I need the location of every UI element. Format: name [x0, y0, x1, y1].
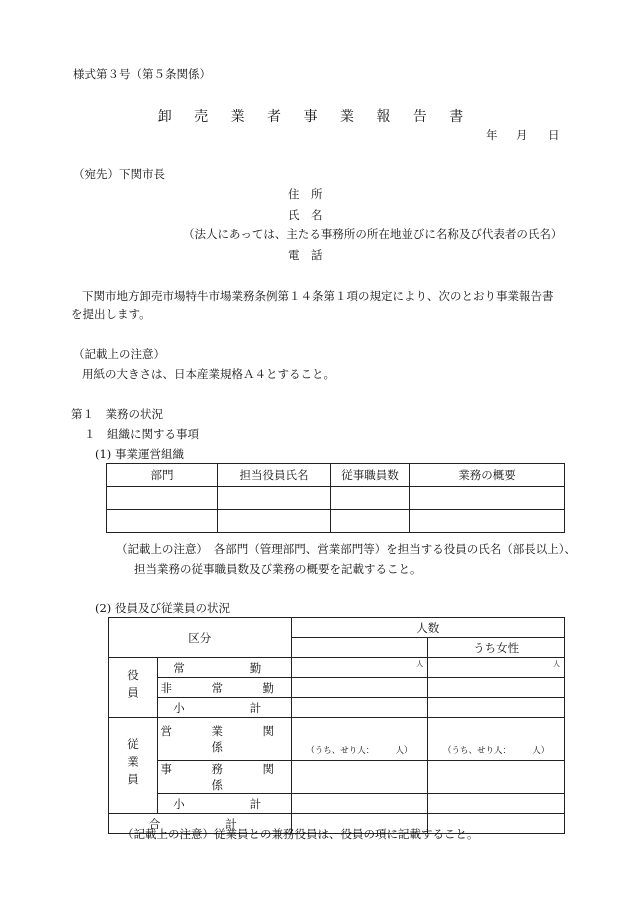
- subsection-operation-org: (1) 事業運営組織: [95, 447, 184, 461]
- business-summary-cell[interactable]: [410, 510, 565, 533]
- subsection-staff-status: (2) 役員及び従業員の状況: [95, 601, 230, 615]
- table-row: [109, 718, 565, 761]
- document-title: 卸 売 業 者 事 業 報 告 書: [157, 109, 473, 125]
- header-business-summary: 業務の概要: [410, 464, 565, 487]
- table-row: [109, 698, 565, 718]
- table-row: [107, 510, 565, 533]
- business-summary-cell[interactable]: [410, 487, 565, 510]
- department-cell[interactable]: [107, 510, 218, 533]
- address-label: 住 所: [288, 187, 323, 201]
- label-sales: 営 業 関 係: [158, 718, 292, 761]
- intro-text-line1: 下関市地方卸売市場特牛市場業務条例第１４条第１項の規定により、次のとおり事業報告書: [82, 289, 554, 303]
- corporation-note: （法人にあっては、主たる事務所の所在地並びに名称及び代表者の氏名）: [183, 227, 563, 241]
- parttime-women-count[interactable]: [428, 678, 565, 698]
- phone-label: 電 話: [288, 248, 323, 262]
- table-row: [109, 658, 565, 678]
- officer-name-cell[interactable]: [218, 487, 331, 510]
- table-row: [107, 487, 565, 510]
- empty-cell: [291, 638, 428, 658]
- label-employee-subtotal: 小 計: [158, 794, 292, 814]
- label-fulltime: 常 勤: [158, 658, 292, 678]
- officer-subtotal-women-count[interactable]: [428, 698, 565, 718]
- header-officer-name: 担当役員氏名: [218, 464, 331, 487]
- sales-women-count[interactable]: （うち、せり人： 人）: [428, 718, 565, 761]
- date-month: 月: [516, 128, 528, 142]
- label-officer-subtotal: 小 計: [158, 698, 292, 718]
- sales-count[interactable]: （うち、せり人： 人）: [291, 718, 428, 761]
- addressee: （宛先）下関市長: [73, 167, 165, 181]
- staff-count-cell[interactable]: [331, 487, 410, 510]
- fulltime-women-count[interactable]: 人: [428, 658, 565, 678]
- department-cell[interactable]: [107, 487, 218, 510]
- table1-note-line1: （記載上の注意） 各部門（管理部門、営業部門等）を担当する役員の氏名（部長以上）、: [116, 542, 576, 556]
- header-ninzu: 人数: [291, 618, 564, 638]
- label-total: 合 計: [109, 814, 292, 834]
- label-parttime: 非 常 勤: [158, 678, 292, 698]
- header-kubun: 区分: [109, 618, 292, 658]
- officer-name-cell[interactable]: [218, 510, 331, 533]
- employee-subtotal-women-count[interactable]: [428, 794, 565, 814]
- table-row: [109, 678, 565, 698]
- note-body: 用紙の大きさは、日本産業規格Ａ４とすること。: [82, 367, 335, 381]
- header-department: 部門: [107, 464, 218, 487]
- header-women: うち女性: [428, 638, 565, 658]
- form-number: 様式第３号（第５条関係）: [73, 67, 211, 81]
- officer-subtotal-count[interactable]: [291, 698, 428, 718]
- label-office: 事 務 関 係: [158, 761, 292, 794]
- table-row: [109, 761, 565, 794]
- operation-org-table: [106, 463, 565, 533]
- intro-text-line2: を提出します。: [71, 307, 151, 321]
- label-officers: 役員: [109, 658, 158, 718]
- label-employees: 従業員: [109, 718, 158, 814]
- staff-count-cell[interactable]: [331, 510, 410, 533]
- header-staff-count: 従事職員数: [331, 464, 410, 487]
- section-business-status: 第１ 業務の状況: [71, 407, 163, 421]
- table2-note: （記載上の注意）従業員との兼務役員は、役員の項に記載すること。: [122, 827, 479, 841]
- staff-status-table: [108, 617, 565, 834]
- table-row: [109, 794, 565, 814]
- date-day: 日: [548, 128, 560, 142]
- note-header: （記載上の注意）: [73, 347, 165, 361]
- date-year: 年: [486, 128, 498, 142]
- name-label: 氏 名: [288, 208, 323, 222]
- table-header-row: [107, 464, 565, 487]
- table1-note-line2: 担当業務の従事職員数及び業務の概要を記載すること。: [134, 562, 422, 576]
- parttime-count[interactable]: [291, 678, 428, 698]
- employee-subtotal-count[interactable]: [291, 794, 428, 814]
- subsection-organization: １ 組織に関する事項: [84, 427, 199, 441]
- office-women-count[interactable]: [428, 761, 565, 794]
- fulltime-count[interactable]: 人: [291, 658, 428, 678]
